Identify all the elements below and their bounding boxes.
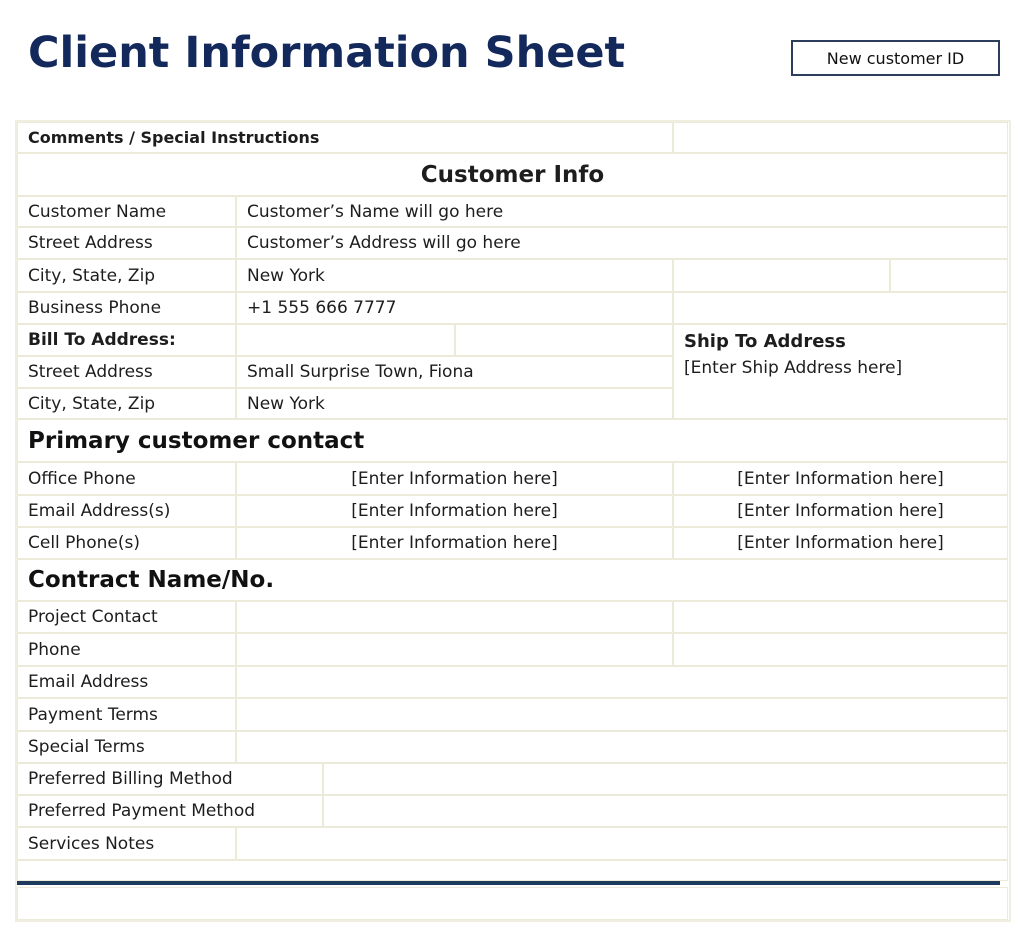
project-contact-field-2[interactable]	[673, 601, 1008, 633]
comments-field[interactable]	[673, 122, 1008, 153]
bill-to-field-1[interactable]	[236, 324, 455, 356]
email-addresses-field-2[interactable]: [Enter Information here]	[673, 495, 1008, 527]
bill-city-field[interactable]: New York	[236, 388, 673, 419]
office-phone-label: Office Phone	[17, 462, 236, 495]
phone-label: Phone	[17, 633, 236, 666]
payment-terms-field[interactable]	[236, 698, 1008, 731]
contract-heading: Contract Name/No.	[17, 559, 1008, 601]
footer-row[interactable]	[17, 887, 1008, 920]
customer-name-label: Customer Name	[17, 196, 236, 227]
phone-field-2[interactable]	[673, 633, 1008, 666]
bill-to-field-2[interactable]	[455, 324, 673, 356]
street-address-field[interactable]: Customer’s Address will go here	[236, 227, 1008, 259]
email-addresses-label: Email Address(s)	[17, 495, 236, 527]
special-terms-label: Special Terms	[17, 731, 236, 763]
city-extra-field-2[interactable]	[890, 259, 1008, 292]
business-phone-extra[interactable]	[673, 292, 1008, 324]
customer-id-label: New customer ID	[826, 48, 965, 68]
bill-street-field[interactable]: Small Surprise Town, Fiona	[236, 356, 673, 388]
bill-city-label: City, State, Zip	[17, 388, 236, 419]
bill-street-label: Street Address	[17, 356, 236, 388]
project-contact-field-1[interactable]	[236, 601, 673, 633]
office-phone-field-2[interactable]: [Enter Information here]	[673, 462, 1008, 495]
customer-id-box[interactable]	[791, 40, 1000, 76]
cell-phones-field-2[interactable]: [Enter Information here]	[673, 527, 1008, 559]
bill-to-heading: Bill To Address:	[17, 324, 236, 356]
email-addresses-field-1[interactable]: [Enter Information here]	[236, 495, 673, 527]
ship-to-heading: Ship To Address	[684, 331, 846, 352]
special-terms-field[interactable]	[236, 731, 1008, 763]
ship-to-placeholder: [Enter Ship Address here]	[684, 358, 903, 378]
customer-name-field[interactable]: Customer’s Name will go here	[236, 196, 1008, 227]
email-address-field[interactable]	[236, 666, 1008, 698]
primary-contact-heading: Primary customer contact	[17, 419, 1008, 462]
city-state-zip-field[interactable]: New York	[236, 259, 673, 292]
billing-method-field[interactable]	[323, 763, 1008, 795]
blank-row	[17, 860, 1008, 881]
customer-info-heading: Customer Info	[17, 153, 1008, 196]
payment-method-label: Preferred Payment Method	[17, 795, 323, 827]
city-extra-field-1[interactable]	[673, 259, 890, 292]
email-address-label: Email Address	[17, 666, 236, 698]
cell-phones-label: Cell Phone(s)	[17, 527, 236, 559]
phone-field-1[interactable]	[236, 633, 673, 666]
page-title: Client Information Sheet	[28, 28, 626, 78]
payment-terms-label: Payment Terms	[17, 698, 236, 731]
street-address-label: Street Address	[17, 227, 236, 259]
bottom-divider	[17, 881, 1000, 885]
billing-method-label: Preferred Billing Method	[17, 763, 323, 795]
project-contact-label: Project Contact	[17, 601, 236, 633]
payment-method-field[interactable]	[323, 795, 1008, 827]
city-state-zip-label: City, State, Zip	[17, 259, 236, 292]
business-phone-label: Business Phone	[17, 292, 236, 324]
comments-label: Comments / Special Instructions	[17, 122, 673, 153]
services-notes-field[interactable]	[236, 827, 1008, 860]
office-phone-field-1[interactable]: [Enter Information here]	[236, 462, 673, 495]
services-notes-label: Services Notes	[17, 827, 236, 860]
cell-phones-field-1[interactable]: [Enter Information here]	[236, 527, 673, 559]
ship-to-block[interactable]	[673, 324, 1008, 419]
business-phone-field[interactable]: +1 555 666 7777	[236, 292, 673, 324]
